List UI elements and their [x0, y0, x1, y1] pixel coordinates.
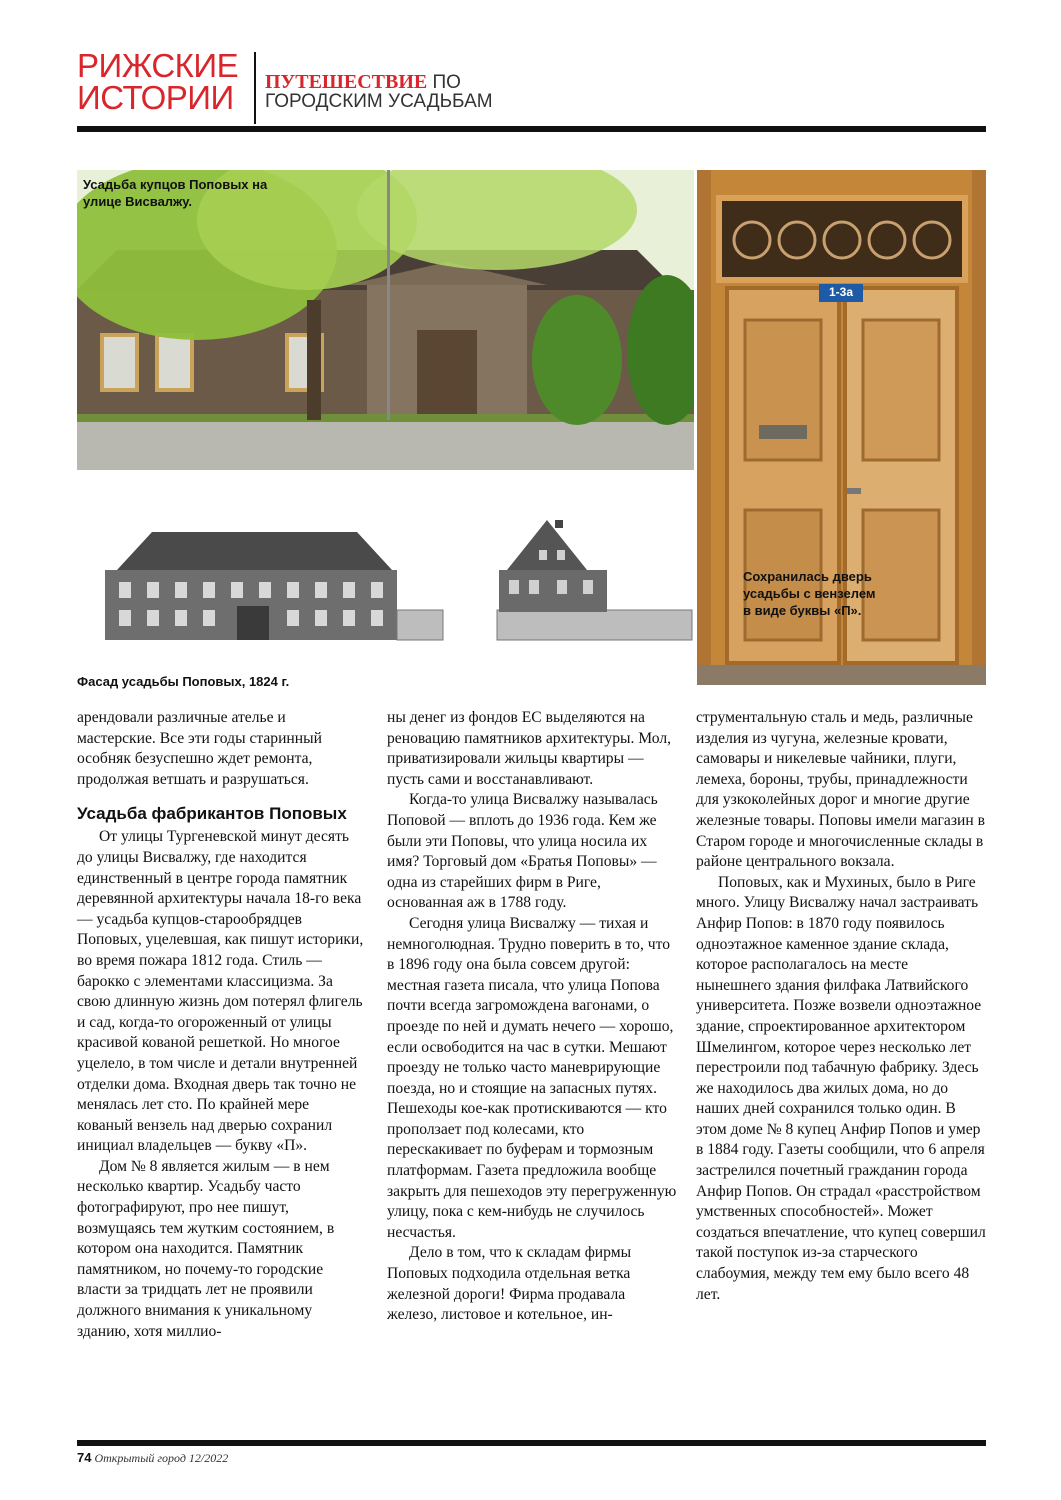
paragraph: арендовали различные ателье и мастерские. Все эти годы старинный особняк безуспешно ждет ремонта, продолжая ветшать и разрушаться. [77, 709, 322, 788]
door-photo-caption: Сохранилась дверь усадьбы с вензелем в виде буквы «П». [743, 569, 876, 618]
rubric-line-2: ИСТОРИИ [77, 79, 234, 116]
page-number: 74 [77, 1450, 92, 1465]
manor-photo-caption: Усадьба купцов Поповых на улице Висвалжу. [83, 177, 268, 209]
section-heading: Усадьба фабрикантов Поповых [77, 804, 347, 824]
facade-drawing-illustration [77, 470, 694, 675]
article-column-2 [387, 708, 677, 1326]
page-footer [77, 1450, 228, 1466]
rubric-title [77, 47, 247, 116]
bottom-rule [77, 1440, 986, 1446]
manor-photo-illustration [77, 170, 694, 470]
paragraph: Дело в том, что к складам фирмы Поповых подходила отдельная ветка железной дороги! Фирма продавала железо, листовое и котельное, ин- [387, 1244, 632, 1324]
paragraph: Когда-то улица Висвалжу называлась Поповой — вплоть до 1936 года. Кем же были эти Поповы, что улица носила их имя? Торговый дом «Братья Поповы» — одна из старейших фирм в Риге, основанная аж в 1788 году. [387, 791, 658, 912]
subhead-accent: ПУТЕШЕСТВИЕ [265, 71, 428, 93]
paragraph: струментальную сталь и медь, различные изделия из чугуна, железные кровати, самовары и никелевые чайники, плуги, лемеха, бороны, трубы, принадлежности для узкоколейных дорог и многие другие железные товары. Поповы имели магазин в Старом городе и многочисленные склады в районе центрального вокзала. [696, 709, 985, 871]
facade-drawing-caption: Фасад усадьбы Поповых, 1824 г. [77, 674, 290, 689]
top-rule [77, 126, 986, 132]
paragraph: ны денег из фондов ЕС выделяются на реновацию памятников архитектуры. Мол, приватизировали жильцы квартиры — пусть сами и восстанавливают. [387, 709, 672, 788]
door-number-plate: 1-3a [828, 285, 854, 299]
subhead-line-2: ГОРОДСКИМ УСАДЬБАМ [265, 91, 493, 112]
series-subhead [265, 73, 585, 111]
subhead-rest: ПО [427, 72, 461, 93]
magazine-issue: Открытый город 12/2022 [94, 1451, 229, 1465]
manor-photo [77, 170, 694, 470]
article-column-1 [77, 708, 367, 1342]
paragraph: Дом № 8 является жилым — в нем несколько квартир. Усадьбу часто фотографируют, про нее пишут, возмущаясь тем жутким состоянием, в котором она находится. Памятник памятником, но почему-то городские власти за тридцать лет не проявили должного внимания к уникальному зданию, хотя миллио- [77, 1157, 335, 1340]
rubric-line-1: РИЖСКИЕ [77, 47, 239, 84]
facade-drawing [77, 470, 694, 675]
paragraph: Поповых, как и Мухиных, было в Риге много. Улицу Висвалжу начал застраивать Анфир Попов: в 1870 году появилось одноэтажное каменное здание склада, которое располагалось на месте нынешнего здания филфака Латвийского университета. Позже возвели одноэтажное здание, спроектированное архитектором Шмелингом, которое через несколько лет перестроили под табачную фабрику. Здесь же находилось два жилых дома, но до наших дней сохранился только один. В этом доме № 8 купец Анфир Попов и умер в 1884 году. Газеты сообщили, что 6 апреля застрелился почетный гражданин города Анфир Попов. Он страдал «расстройством умственных способностей». Может создаться впечатление, что купец совершил такой поступок из-за старческого слабоумия, между тем ему было всего 48 лет. [696, 873, 986, 1303]
article-column-3 [696, 708, 986, 1305]
paragraph: От улицы Тургеневской минут десять до улицы Висвалжу, где находится единственный в центре города памятник деревянной архитектуры начала 18-го века — усадьба купцов-старообрядцев Поповых, уцелевшая, как пишут историки, во время пожара 1812 года. Стиль — барокко с элементами классицизма. За свою длинную жизнь дом потерял флигель и сад, когда-то огороженный от улицы красивой кованой решеткой. Но многое уцелело, в том числе и детали внутренней отделки дома. Входная дверь так точно не менялась лет сто. По крайней мере кованый вензель над дверью сохранил инициал владельцев — букву «П». [77, 828, 364, 1155]
paragraph: Сегодня улица Висвалжу — тихая и немноголюдная. Трудно поверить в то, что в 1896 году она была совсем другой: местная газета писала, что улица Попова почти всегда загромождена вагонами, о проезде по ней и думать нечего — хорошо, если освободится на час в сутки. Мешают проезду не только часто маневрирующие поезда, но и стоящие на запасных путях. Пешеходы кое-как протискиваются — кто проползает под колесами, кто перескакивает по буферам и тормозным платформам. Газета предложила вообще закрыть для пешеходов эту перегруженную улицу, пока с кем-нибудь не случилось несчастья. [387, 914, 677, 1241]
header-divider [254, 52, 256, 124]
